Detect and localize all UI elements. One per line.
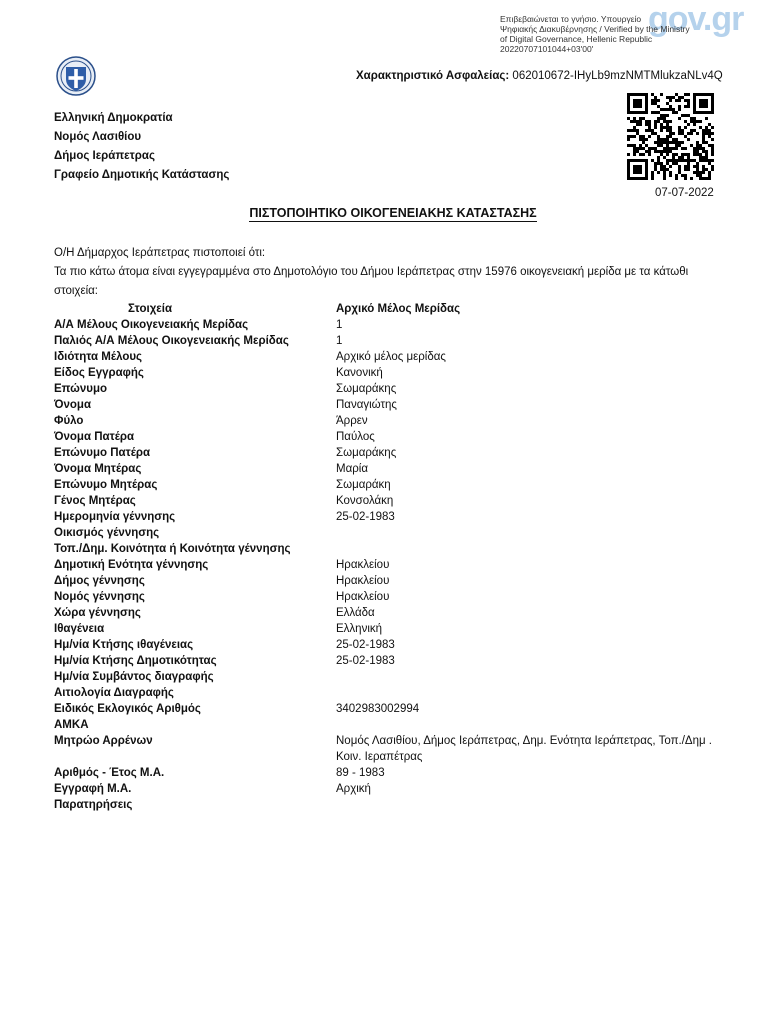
row-value: Κανονική bbox=[336, 367, 383, 379]
row-value: Νομός Λασιθίου, Δήμος Ιεράπετρας, Δημ. Ενότητα Ιεράπετρας, Τοπ./Δημ . Κοιν. Ιεραπέτρας bbox=[336, 735, 712, 763]
intro-line: Τα πιο κάτω άτομα είναι εγγεγραμμένα στο Δημοτολόγιο του Δήμου Ιεράπετρας στην 15976 οικογενειακή μερίδα με τα κάτωθι στοιχεία: bbox=[54, 266, 689, 297]
row-label: Αιτιολογία Διαγραφής bbox=[54, 687, 174, 699]
table-row bbox=[54, 669, 716, 685]
table-row bbox=[54, 445, 716, 461]
row-label: Ιδιότητα Μέλους bbox=[54, 351, 143, 363]
row-label: Τοπ./Δημ. Κοινότητα ή Κοινότητα γέννησης bbox=[54, 543, 291, 555]
row-value bbox=[336, 525, 716, 541]
row-value: 25-02-1983 bbox=[336, 655, 395, 667]
gov-gr-logo: gov.gr bbox=[648, 0, 744, 38]
row-label: Παλιός Α/Α Μέλους Οικογενειακής Μερίδας bbox=[54, 335, 289, 347]
document-title bbox=[0, 206, 768, 220]
row-value: Αρχικό μέλος μερίδας bbox=[336, 351, 446, 363]
security-code bbox=[356, 70, 723, 82]
intro-line: Ο/Η Δήμαρχος Ιεράπετρας πιστοποιεί ότι: bbox=[54, 247, 266, 259]
table-row bbox=[54, 781, 716, 797]
issuer-block bbox=[54, 109, 229, 185]
table-header bbox=[54, 301, 716, 317]
row-value: 1 bbox=[336, 335, 343, 347]
row-label: Επώνυμο bbox=[54, 383, 108, 395]
row-label: Α/Α Μέλους Οικογενειακής Μερίδας bbox=[54, 319, 249, 331]
row-value: Παύλος bbox=[336, 431, 375, 443]
row-label: Επώνυμο Πατέρα bbox=[54, 447, 151, 459]
header-value: Αρχικό Μέλος Μερίδας bbox=[336, 303, 461, 315]
row-value: Σωμαράκη bbox=[336, 479, 391, 491]
hellenic-emblem-icon bbox=[56, 56, 96, 96]
issuer-line: Γραφείο Δημοτικής Κατάστασης bbox=[54, 169, 230, 181]
table-row bbox=[54, 381, 716, 397]
row-label: Ημερομηνία γέννησης bbox=[54, 511, 176, 523]
security-value: 062010672-IHyLb9mzNMTMlukzaNLv4Q bbox=[512, 70, 723, 82]
row-value: Ηρακλείου bbox=[336, 575, 390, 587]
table-row bbox=[54, 493, 716, 509]
table-row bbox=[54, 605, 716, 621]
table-row bbox=[54, 541, 716, 557]
table-row bbox=[54, 653, 716, 669]
row-label: ΑΜΚΑ bbox=[54, 719, 89, 731]
table-row bbox=[54, 589, 716, 605]
verification-stamp bbox=[500, 0, 744, 54]
issuer-line: Δήμος Ιεράπετρας bbox=[54, 150, 155, 162]
issuer-line: Νομός Λασιθίου bbox=[54, 131, 142, 143]
row-value: Ηρακλείου bbox=[336, 591, 390, 603]
row-label: Αριθμός - Έτος Μ.Α. bbox=[54, 767, 165, 779]
table-row bbox=[54, 557, 716, 573]
table-row bbox=[54, 717, 716, 733]
row-value: Ελλάδα bbox=[336, 607, 375, 619]
table-row bbox=[54, 637, 716, 653]
row-value: 89 - 1983 bbox=[336, 767, 385, 779]
row-label: Χώρα γέννησης bbox=[54, 607, 141, 619]
row-label: Όνομα Πατέρα bbox=[54, 431, 135, 443]
table-row bbox=[54, 365, 716, 381]
stamp-line: of Digital Governance, Hellenic Republic bbox=[500, 34, 653, 44]
table-row bbox=[54, 733, 716, 765]
table-row bbox=[54, 509, 716, 525]
table-row bbox=[54, 461, 716, 477]
qr-code-icon bbox=[627, 93, 714, 180]
row-value: Ελληνική bbox=[336, 623, 383, 635]
row-value bbox=[336, 717, 716, 733]
row-label: Ειδικός Εκλογικός Αριθμός bbox=[54, 703, 201, 715]
row-label: Δήμος γέννησης bbox=[54, 575, 145, 587]
table-row bbox=[54, 333, 716, 349]
row-label: Μητρώο Αρρένων bbox=[54, 735, 153, 747]
row-label: Ημ/νία Συμβάντος διαγραφής bbox=[54, 671, 214, 683]
row-label: Όνομα Μητέρας bbox=[54, 463, 142, 475]
row-label: Όνομα bbox=[54, 399, 92, 411]
row-label: Φύλο bbox=[54, 415, 84, 427]
row-value: Ηρακλείου bbox=[336, 559, 390, 571]
row-label: Παρατηρήσεις bbox=[54, 799, 133, 811]
table-row bbox=[54, 621, 716, 637]
row-value: Αρχική bbox=[336, 783, 371, 795]
issue-date: 07-07-2022 bbox=[655, 187, 714, 199]
row-label: Επώνυμο Μητέρας bbox=[54, 479, 158, 491]
row-value bbox=[336, 669, 716, 685]
row-value bbox=[336, 541, 716, 557]
row-label: Ημ/νία Κτήσης Δημοτικότητας bbox=[54, 655, 217, 667]
row-label: Γένος Μητέρας bbox=[54, 495, 136, 507]
row-value: Μαρία bbox=[336, 463, 368, 475]
row-value bbox=[336, 797, 716, 813]
row-value: Παναγιώτης bbox=[336, 399, 397, 411]
row-value bbox=[336, 685, 716, 701]
table-row bbox=[54, 701, 716, 717]
row-value: Σωμαράκης bbox=[336, 447, 397, 459]
table-row bbox=[54, 525, 716, 541]
row-value: Άρρεν bbox=[336, 415, 368, 427]
table-row bbox=[54, 349, 716, 365]
document-title-text: ΠΙΣΤΟΠΟΙΗΤΙΚΟ ΟΙΚΟΓΕΝΕΙΑΚΗΣ ΚΑΤΑΣΤΑΣΗΣ bbox=[249, 206, 537, 220]
table-row bbox=[54, 685, 716, 701]
row-value: 3402983002994 bbox=[336, 703, 420, 715]
table-row bbox=[54, 477, 716, 493]
row-label: Εγγραφή Μ.Α. bbox=[54, 783, 132, 795]
security-label: Χαρακτηριστικό Ασφαλείας: bbox=[356, 70, 510, 82]
row-label: Νομός γέννησης bbox=[54, 591, 145, 603]
intro-text bbox=[54, 244, 714, 301]
table-row bbox=[54, 765, 716, 781]
header-key: Στοιχεία bbox=[127, 303, 173, 315]
table-row bbox=[54, 397, 716, 413]
row-label: Οικισμός γέννησης bbox=[54, 527, 160, 539]
table-row bbox=[54, 797, 716, 813]
table-row bbox=[54, 573, 716, 589]
row-value: Σωμαράκης bbox=[336, 383, 397, 395]
row-label: Ημ/νία Κτήσης ιθαγένειας bbox=[54, 639, 194, 651]
table-row bbox=[54, 429, 716, 445]
row-value: 25-02-1983 bbox=[336, 511, 395, 523]
issuer-line: Ελληνική Δημοκρατία bbox=[54, 112, 173, 124]
row-value: Κονσολάκη bbox=[336, 495, 394, 507]
table-row bbox=[54, 413, 716, 429]
stamp-line: 20220707101044+03'00' bbox=[500, 44, 594, 54]
row-label: Είδος Εγγραφής bbox=[54, 367, 144, 379]
stamp-line: Ψηφιακής Διακυβέρνησης / Verified by the Ministry bbox=[500, 24, 690, 34]
row-value: 1 bbox=[336, 319, 343, 331]
stamp-line: Επιβεβαιώνεται το γνήσιο. Υπουργείο bbox=[500, 14, 642, 24]
row-label: Ιθαγένεια bbox=[54, 623, 105, 635]
row-value: 25-02-1983 bbox=[336, 639, 395, 651]
row-label: Δημοτική Ενότητα γέννησης bbox=[54, 559, 209, 571]
table-row bbox=[54, 317, 716, 333]
member-details-table bbox=[54, 301, 716, 813]
